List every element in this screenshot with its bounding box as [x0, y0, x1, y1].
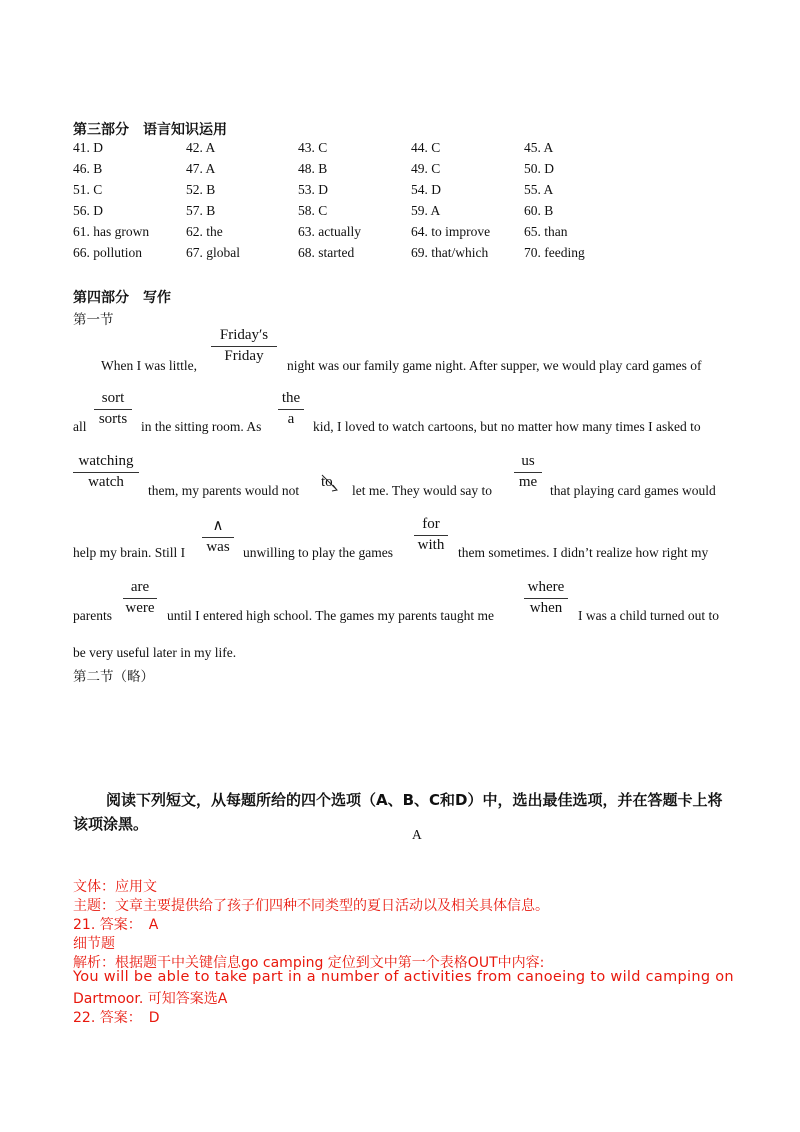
correction-new: where — [524, 579, 568, 599]
correction-mark — [514, 453, 542, 491]
answer-cell: 69. that/which — [411, 245, 489, 260]
correction-original: with — [417, 537, 445, 553]
answer-cell: 65. than — [524, 224, 568, 239]
correction-new: for — [414, 516, 448, 536]
answer-cell: 68. started — [298, 245, 355, 260]
answer-cell: 59. A — [411, 203, 441, 218]
essay-text: them, my parents would not — [148, 483, 300, 498]
correction-new: sort — [94, 390, 132, 410]
correction-original: sorts — [98, 411, 128, 427]
deleted-word-text: to — [321, 474, 333, 490]
theme-line: 主题：文章主要提供给了孩子们四种不同类型的夏日活动以及相关具体信息。 — [73, 898, 549, 914]
correction-mark — [211, 327, 277, 365]
answer-22: 22. 答案： D — [73, 1010, 160, 1026]
answer-cell: 48. B — [298, 161, 328, 176]
answer-cell: 66. pollution — [73, 245, 143, 260]
essay-text: When I was little, — [101, 358, 197, 373]
answer-cell: 43. C — [298, 140, 328, 155]
answer-cell: 42. A — [186, 140, 216, 155]
answer-cell: 55. A — [524, 182, 554, 197]
answer-cell: 61. has grown — [73, 224, 150, 239]
answer-cell: 50. D — [524, 161, 554, 176]
essay-text: be very useful later in my life. — [73, 645, 237, 660]
essay-text: unwilling to play the games — [243, 545, 393, 560]
correction-new: watching — [73, 453, 139, 473]
deleted-word — [321, 474, 333, 491]
answer-cell: 70. feeding — [524, 245, 585, 260]
explanation-line: You will be able to take part in a number of activities from canoeing to wild camping on — [73, 969, 734, 985]
correction-original: watch — [88, 474, 124, 490]
explanation-line: 解析：根据题干中关键信息go camping 定位到文中第一个表格OUT中内容: — [73, 955, 545, 971]
answer-cell: 63. actually — [298, 224, 361, 239]
answer-cell: 45. A — [524, 140, 554, 155]
section1-label: 第一节 — [73, 312, 114, 327]
correction-new: are — [123, 579, 157, 599]
essay-text: I was a child turned out to — [578, 608, 719, 623]
answer-cell: 52. B — [186, 182, 216, 197]
essay-text: let me. They would say to — [352, 483, 492, 498]
answer-cell: 57. B — [186, 203, 216, 218]
part4-heading: 第四部分 写作 — [73, 290, 171, 306]
part3-heading: 第三部分 语言知识运用 — [73, 122, 227, 138]
answer-cell: 44. C — [411, 140, 441, 155]
correction-mark — [123, 579, 157, 617]
correction-mark — [202, 516, 234, 556]
correction-mark — [94, 390, 132, 428]
correction-original: a — [287, 411, 295, 427]
strike-mark-icon — [319, 472, 341, 494]
essay-text: them sometimes. I didn’t realize how right my — [458, 545, 709, 560]
answer-cell: 67. global — [186, 245, 240, 260]
answer-21: 21. 答案： A — [73, 917, 159, 933]
explanation-line: Dartmoor. 可知答案选A — [73, 991, 228, 1007]
answer-cell: 49. C — [411, 161, 441, 176]
answer-cell: 47. A — [186, 161, 216, 176]
passage-label: A — [412, 827, 422, 842]
correction-new: us — [514, 453, 542, 473]
essay-text: in the sitting room. As — [141, 419, 262, 434]
answer-cell: 60. B — [524, 203, 554, 218]
correction-mark — [414, 516, 448, 554]
question-type: 细节题 — [73, 936, 115, 952]
essay-text: all — [73, 419, 87, 434]
answer-cell: 62. the — [186, 224, 223, 239]
correction-original: me — [518, 474, 538, 490]
essay-text: parents — [73, 608, 112, 623]
answer-cell: 46. B — [73, 161, 103, 176]
answer-cell: 53. D — [298, 182, 328, 197]
answer-cell: 51. C — [73, 182, 103, 197]
correction-mark — [278, 390, 304, 428]
correction-new: Friday′s — [211, 327, 277, 347]
correction-original: were — [125, 600, 155, 616]
correction-mark — [524, 579, 568, 617]
answer-cell: 41. D — [73, 140, 103, 155]
correction-original: Friday — [224, 348, 264, 364]
answer-cell: 58. C — [298, 203, 328, 218]
genre-line: 文体：应用文 — [73, 879, 157, 895]
reading-instruction: 阅读下列短文，从每题所给的四个选项（A、B、C和D）中，选出最佳选项，并在答题卡上将该项涂黑。 — [73, 791, 723, 833]
section2-label: 第二节（略） — [73, 669, 154, 684]
essay-text: night was our family game night. After supper, we would play card games of — [287, 358, 702, 373]
correction-mark — [73, 453, 139, 491]
answer-cell: 64. to improve — [411, 224, 491, 239]
answer-cell: 54. D — [411, 182, 441, 197]
correction-original: when — [529, 600, 563, 616]
correction-new: the — [278, 390, 304, 410]
essay-text: kid, I loved to watch cartoons, but no matter how many times I asked to — [313, 419, 701, 434]
essay-text: help my brain. Still I — [73, 545, 186, 560]
essay-text: until I entered high school. The games my parents taught me — [167, 608, 495, 623]
answer-cell: 56. D — [73, 203, 103, 218]
correction-new: ∧ — [202, 516, 234, 538]
correction-original: was — [206, 539, 230, 555]
essay-text: that playing card games would — [550, 483, 716, 498]
